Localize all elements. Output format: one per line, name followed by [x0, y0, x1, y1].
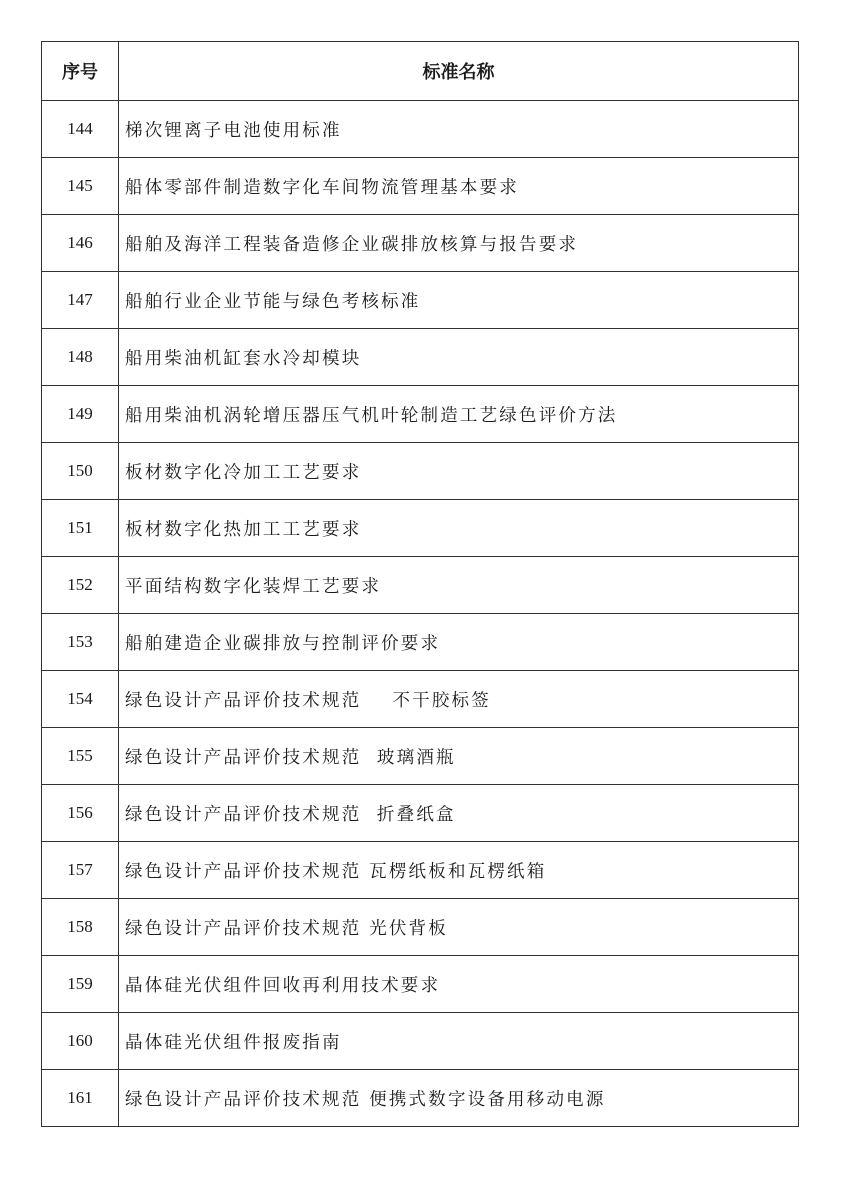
- row-standard-name: 绿色设计产品评价技术规范 光伏背板: [119, 899, 799, 956]
- row-serial-number: 147: [42, 272, 119, 329]
- row-serial-number: 146: [42, 215, 119, 272]
- header-standard-name: 标准名称: [119, 42, 799, 101]
- table-row: [42, 500, 799, 557]
- row-serial-number: 144: [42, 101, 119, 158]
- row-standard-name: 晶体硅光伏组件报废指南: [119, 1013, 799, 1070]
- table-row: [42, 728, 799, 785]
- row-standard-name: 船用柴油机涡轮增压器压气机叶轮制造工艺绿色评价方法: [119, 386, 799, 443]
- row-standard-name: 晶体硅光伏组件回收再利用技术要求: [119, 956, 799, 1013]
- row-standard-name: 船用柴油机缸套水冷却模块: [119, 329, 799, 386]
- row-standard-name: 船体零部件制造数字化车间物流管理基本要求: [119, 158, 799, 215]
- table-row: [42, 956, 799, 1013]
- table-row: [42, 101, 799, 158]
- standards-table: [41, 41, 799, 1127]
- row-serial-number: 154: [42, 671, 119, 728]
- table-row: [42, 329, 799, 386]
- table-row: [42, 386, 799, 443]
- table-row: [42, 671, 799, 728]
- row-standard-name: 板材数字化热加工工艺要求: [119, 500, 799, 557]
- header-serial-number: 序号: [42, 42, 119, 101]
- table-row: [42, 614, 799, 671]
- table-row: [42, 215, 799, 272]
- row-serial-number: 160: [42, 1013, 119, 1070]
- row-standard-name: 绿色设计产品评价技术规范 折叠纸盒: [119, 785, 799, 842]
- row-serial-number: 159: [42, 956, 119, 1013]
- table-row: [42, 1013, 799, 1070]
- row-standard-name: 绿色设计产品评价技术规范 便携式数字设备用移动电源: [119, 1070, 799, 1127]
- table-row: [42, 158, 799, 215]
- row-serial-number: 155: [42, 728, 119, 785]
- row-serial-number: 158: [42, 899, 119, 956]
- row-standard-name: 梯次锂离子电池使用标准: [119, 101, 799, 158]
- table-header-row: [42, 42, 799, 101]
- row-standard-name: 平面结构数字化装焊工艺要求: [119, 557, 799, 614]
- table-row: [42, 557, 799, 614]
- table-row: [42, 785, 799, 842]
- row-serial-number: 145: [42, 158, 119, 215]
- row-serial-number: 151: [42, 500, 119, 557]
- row-standard-name: 船舶及海洋工程装备造修企业碳排放核算与报告要求: [119, 215, 799, 272]
- row-serial-number: 153: [42, 614, 119, 671]
- row-standard-name: 板材数字化冷加工工艺要求: [119, 443, 799, 500]
- row-standard-name: 绿色设计产品评价技术规范 瓦楞纸板和瓦楞纸箱: [119, 842, 799, 899]
- row-serial-number: 156: [42, 785, 119, 842]
- row-standard-name: 绿色设计产品评价技术规范 不干胶标签: [119, 671, 799, 728]
- standards-table-container: [41, 41, 798, 1127]
- row-serial-number: 157: [42, 842, 119, 899]
- table-row: [42, 899, 799, 956]
- row-serial-number: 152: [42, 557, 119, 614]
- row-standard-name: 船舶建造企业碳排放与控制评价要求: [119, 614, 799, 671]
- row-serial-number: 161: [42, 1070, 119, 1127]
- row-standard-name: 船舶行业企业节能与绿色考核标准: [119, 272, 799, 329]
- row-standard-name: 绿色设计产品评价技术规范 玻璃酒瓶: [119, 728, 799, 785]
- table-row: [42, 1070, 799, 1127]
- row-serial-number: 150: [42, 443, 119, 500]
- row-serial-number: 148: [42, 329, 119, 386]
- table-row: [42, 443, 799, 500]
- table-row: [42, 842, 799, 899]
- table-row: [42, 272, 799, 329]
- row-serial-number: 149: [42, 386, 119, 443]
